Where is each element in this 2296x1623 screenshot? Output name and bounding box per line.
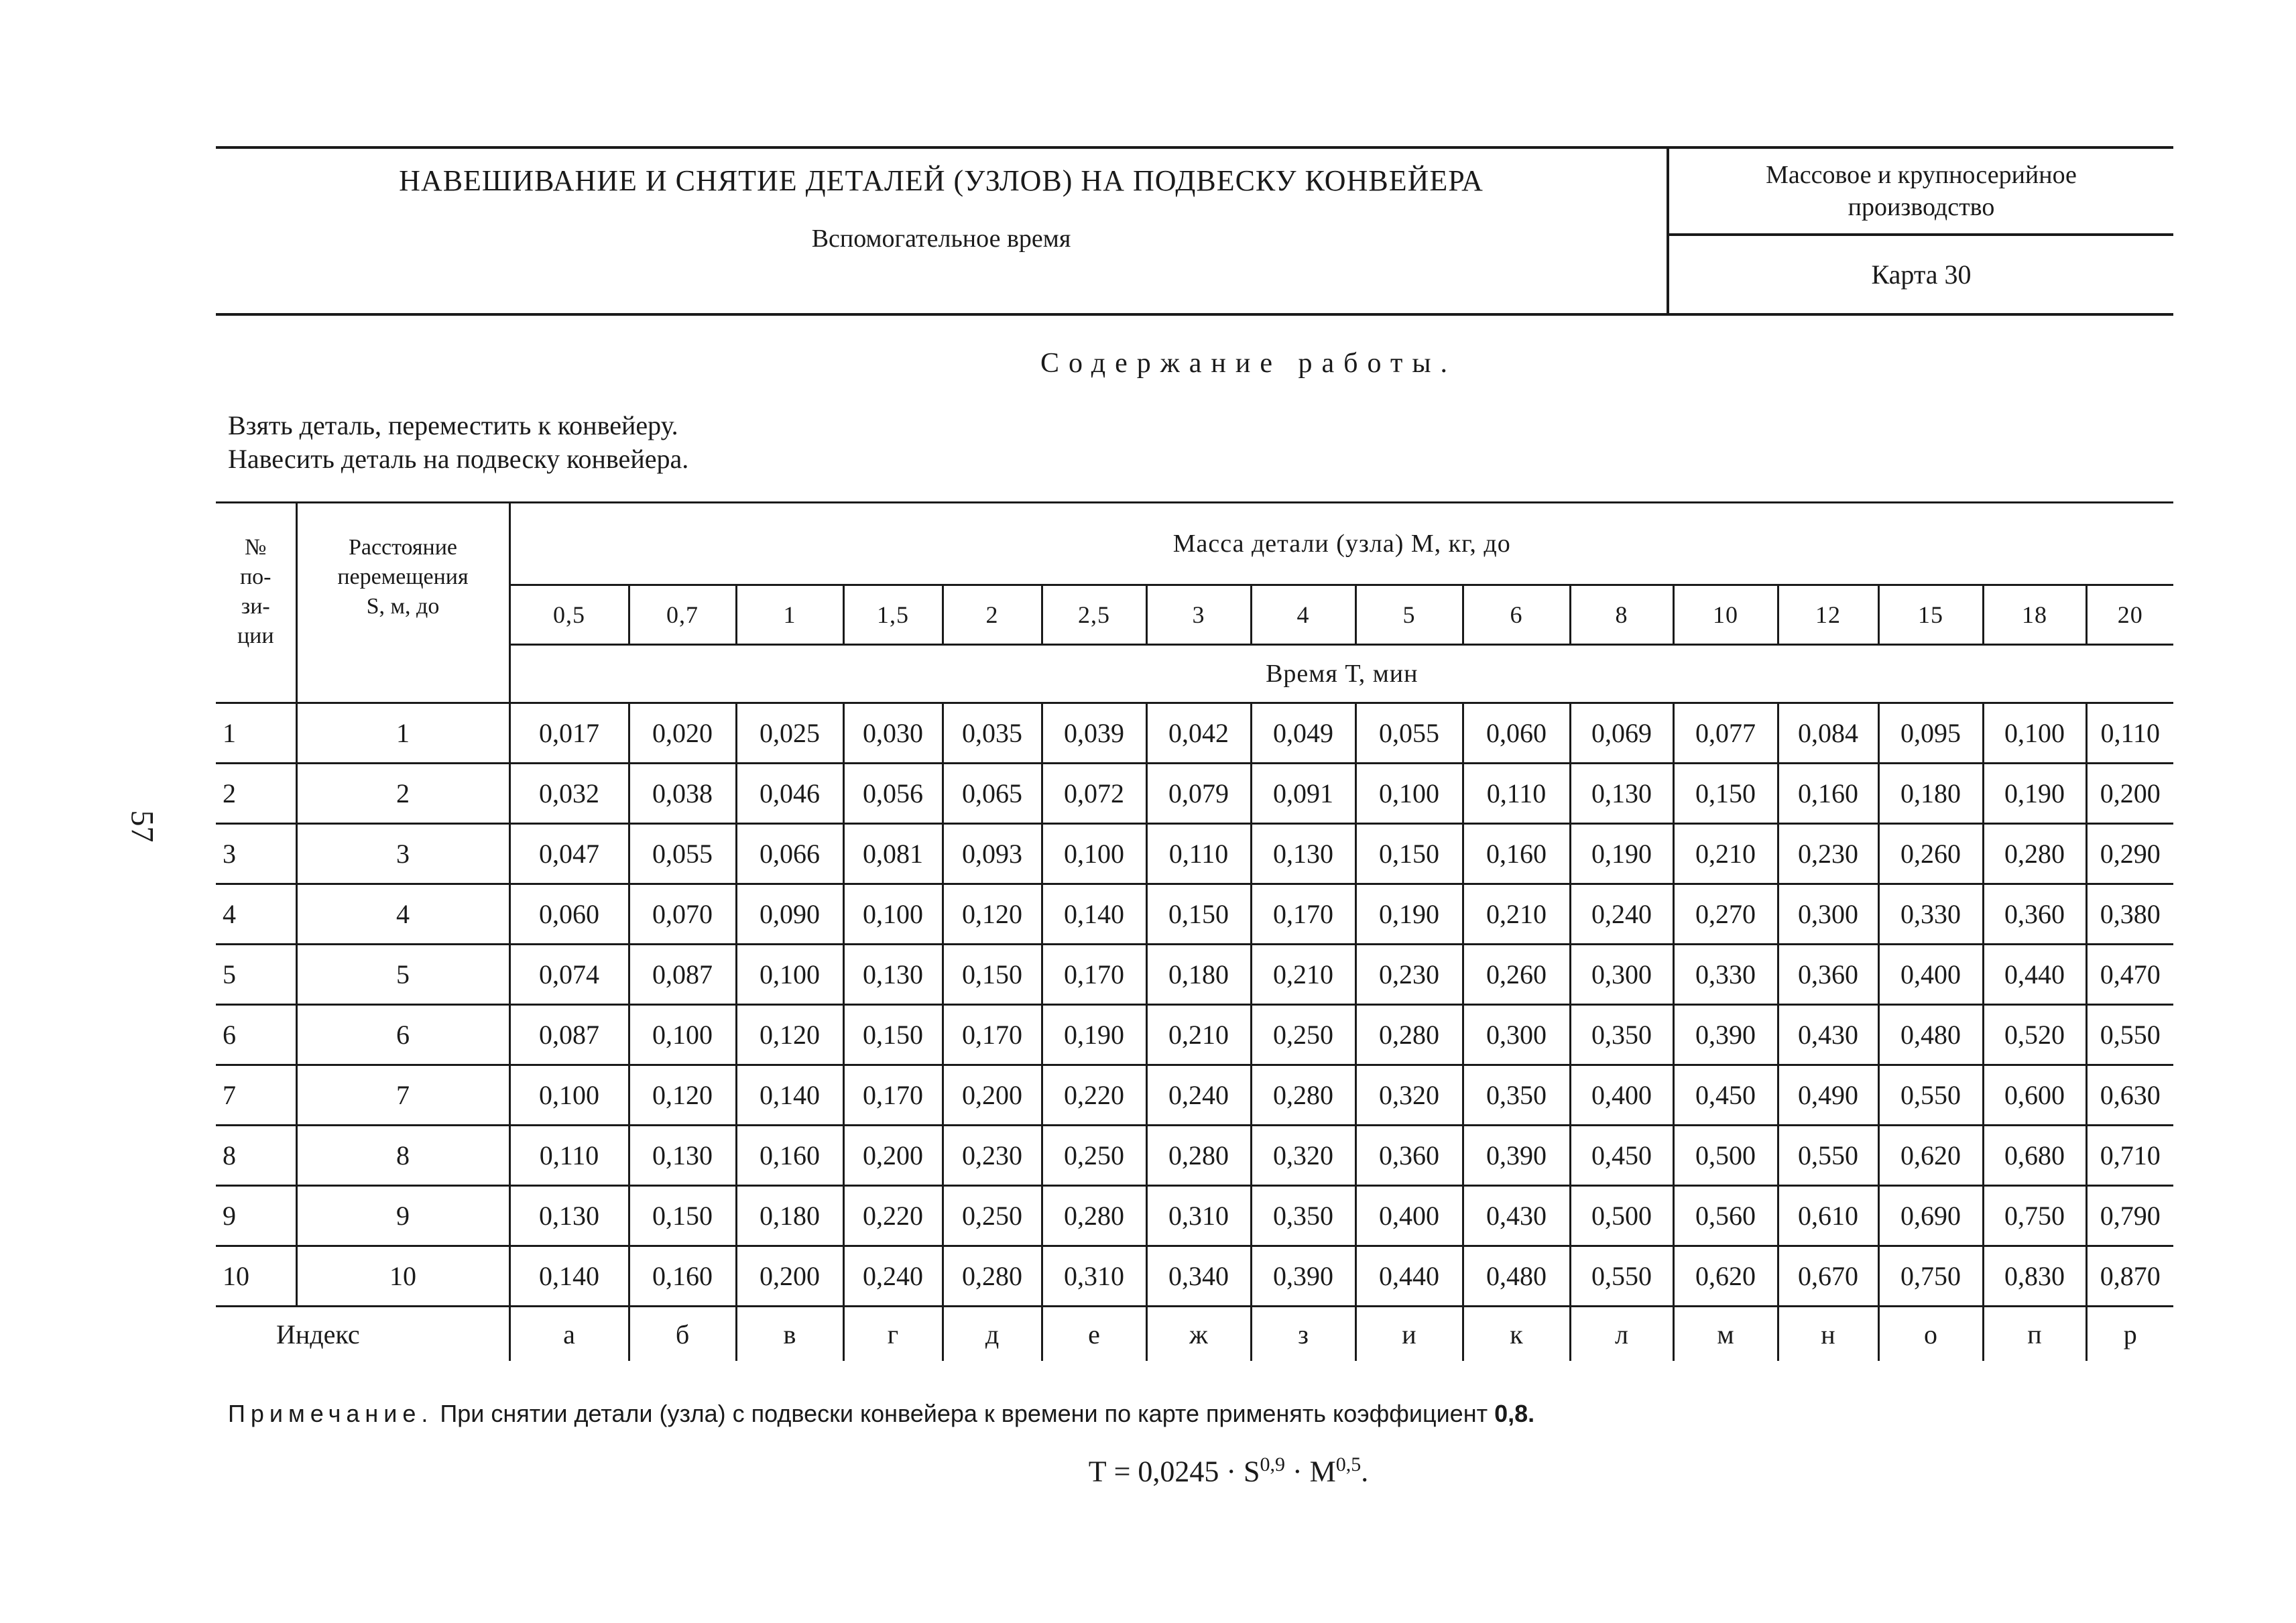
time-cell: 0,320 [1355,1065,1463,1126]
position-cell: 6 [216,1005,296,1065]
time-cell: 0,160 [1463,824,1570,884]
time-cell: 0,049 [1251,703,1355,764]
header-title-block [216,149,1669,313]
time-cell: 0,055 [1355,703,1463,764]
time-cell: 0,430 [1463,1186,1570,1246]
time-cell: 0,230 [943,1126,1042,1186]
time-cell: 0,120 [943,884,1042,945]
time-cell: 0,300 [1570,945,1673,1005]
index-cell: и [1355,1307,1463,1362]
time-cell: 0,100 [1042,824,1146,884]
time-cell: 0,290 [2086,824,2173,884]
position-cell: 8 [216,1126,296,1186]
page-number: 57 [124,810,160,843]
time-cell: 0,210 [1251,945,1355,1005]
index-cell: н [1778,1307,1878,1362]
work-line: Взять деталь, переместить к конвейеру. [228,410,678,440]
mass-header: Масса детали (узла) М, кг, до [509,503,2173,585]
time-cell: 0,550 [1778,1126,1878,1186]
index-cell: л [1570,1307,1673,1362]
time-cell: 0,240 [1570,884,1673,945]
time-cell: 0,130 [1570,764,1673,824]
time-cell: 0,066 [736,824,843,884]
time-cell: 0,280 [943,1246,1042,1307]
time-cell: 0,130 [509,1186,629,1246]
time-cell: 0,032 [509,764,629,824]
index-label: Индекс [216,1307,509,1362]
time-cell: 0,750 [1878,1246,1983,1307]
time-cell: 0,550 [2086,1005,2173,1065]
time-cell: 0,630 [2086,1065,2173,1126]
time-cell: 0,360 [1355,1126,1463,1186]
mass-column-header: 6 [1463,585,1570,645]
mass-column-header: 20 [2086,585,2173,645]
time-cell: 0,490 [1778,1065,1878,1126]
time-cell: 0,190 [1042,1005,1146,1065]
time-cell: 0,110 [1146,824,1251,884]
position-cell: 4 [216,884,296,945]
time-cell: 0,020 [629,703,736,764]
time-cell: 0,150 [943,945,1042,1005]
time-cell: 0,200 [736,1246,843,1307]
time-cell: 0,280 [1251,1065,1355,1126]
table-row [216,703,2173,764]
time-cell: 0,340 [1146,1246,1251,1307]
distance-cell: 10 [296,1246,509,1307]
distance-header-line: S, м, до [366,594,440,619]
time-cell: 0,170 [943,1005,1042,1065]
time-cell: 0,072 [1042,764,1146,824]
time-cell: 0,180 [1146,945,1251,1005]
time-cell: 0,550 [1570,1246,1673,1307]
time-cell: 0,074 [509,945,629,1005]
time-cell: 0,550 [1878,1065,1983,1126]
distance-cell: 7 [296,1065,509,1126]
time-cell: 0,240 [1146,1065,1251,1126]
time-cell: 0,470 [2086,945,2173,1005]
index-cell: п [1983,1307,2086,1362]
time-cell: 0,400 [1878,945,1983,1005]
time-cell: 0,360 [1983,884,2086,945]
time-cell: 0,230 [1778,824,1878,884]
time-cell: 0,220 [843,1186,943,1246]
table-row [216,1005,2173,1065]
index-cell: ж [1146,1307,1251,1362]
time-cell: 0,390 [1463,1126,1570,1186]
time-norms-table [216,501,2173,1361]
time-cell: 0,250 [1042,1126,1146,1186]
time-cell: 0,620 [1673,1246,1778,1307]
time-cell: 0,210 [1146,1005,1251,1065]
position-cell: 3 [216,824,296,884]
time-cell: 0,680 [1983,1126,2086,1186]
mass-column-header: 0,7 [629,585,736,645]
time-cell: 0,280 [1983,824,2086,884]
distance-cell: 8 [296,1126,509,1186]
mass-column-header: 1,5 [843,585,943,645]
time-cell: 0,330 [1673,945,1778,1005]
table-row [216,1186,2173,1246]
time-cell: 0,120 [736,1005,843,1065]
time-cell: 0,087 [629,945,736,1005]
mass-column-header: 0,5 [509,585,629,645]
card-title: НАВЕШИВАНИЕ И СНЯТИЕ ДЕТАЛЕЙ (УЗЛОВ) НА ПОДВЕСКУ КОНВЕЙЕРА [399,164,1484,197]
time-cell: 0,130 [629,1126,736,1186]
table-row [216,824,2173,884]
table-row [216,1246,2173,1307]
table-row [216,764,2173,824]
time-cell: 0,190 [1570,824,1673,884]
time-cell: 0,450 [1570,1126,1673,1186]
formula-middle: · М [1285,1455,1336,1488]
table-row [216,1126,2173,1186]
time-cell: 0,017 [509,703,629,764]
formula-suffix: . [1361,1455,1369,1488]
time-cell: 0,150 [1146,884,1251,945]
header-meta-block [1669,149,2173,313]
time-cell: 0,320 [1251,1126,1355,1186]
position-header [216,503,296,703]
time-cell: 0,200 [843,1126,943,1186]
position-cell: 7 [216,1065,296,1126]
time-cell: 0,440 [1355,1246,1463,1307]
time-cell: 0,038 [629,764,736,824]
time-cell: 0,380 [2086,884,2173,945]
time-cell: 0,300 [1778,884,1878,945]
time-cell: 0,430 [1778,1005,1878,1065]
index-cell: к [1463,1307,1570,1362]
mass-column-header: 10 [1673,585,1778,645]
time-cell: 0,270 [1673,884,1778,945]
time-cell: 0,100 [736,945,843,1005]
time-cell: 0,750 [1983,1186,2086,1246]
time-cell: 0,260 [1463,945,1570,1005]
time-cell: 0,140 [736,1065,843,1126]
time-cell: 0,500 [1673,1126,1778,1186]
time-cell: 0,069 [1570,703,1673,764]
time-cell: 0,025 [736,703,843,764]
index-cell: г [843,1307,943,1362]
time-cell: 0,400 [1355,1186,1463,1246]
time-cell: 0,150 [1355,824,1463,884]
index-cell: р [2086,1307,2173,1362]
time-cell: 0,180 [1878,764,1983,824]
work-content-lines [228,409,688,476]
time-cell: 0,130 [1251,824,1355,884]
time-cell: 0,087 [509,1005,629,1065]
time-cell: 0,480 [1878,1005,1983,1065]
time-cell: 0,065 [943,764,1042,824]
time-cell: 0,300 [1463,1005,1570,1065]
formula-prefix: Т = 0,0245 · S [1088,1455,1260,1488]
position-cell: 2 [216,764,296,824]
distance-cell: 1 [296,703,509,764]
time-cell: 0,190 [1355,884,1463,945]
time-cell: 0,047 [509,824,629,884]
time-cell: 0,450 [1673,1065,1778,1126]
time-cell: 0,160 [736,1126,843,1186]
mass-column-header: 5 [1355,585,1463,645]
time-cell: 0,079 [1146,764,1251,824]
time-cell: 0,350 [1251,1186,1355,1246]
note [228,1400,1534,1428]
card-number: Карта 30 [1871,259,1972,290]
time-cell: 0,600 [1983,1065,2086,1126]
distance-cell: 3 [296,824,509,884]
time-cell: 0,100 [629,1005,736,1065]
time-cell: 0,200 [2086,764,2173,824]
position-cell: 9 [216,1186,296,1246]
position-header-line: зи- [241,594,270,619]
time-cell: 0,090 [736,884,843,945]
time-cell: 0,250 [1251,1005,1355,1065]
mass-column-header: 4 [1251,585,1355,645]
time-formula [0,1453,2296,1489]
index-cell: в [736,1307,843,1362]
mass-column-header: 15 [1878,585,1983,645]
distance-header [296,503,509,703]
time-cell: 0,710 [2086,1126,2173,1186]
time-cell: 0,110 [2086,703,2173,764]
time-cell: 0,100 [843,884,943,945]
mass-column-header: 3 [1146,585,1251,645]
work-content-heading: Содержание работы. [1040,348,1457,379]
time-cell: 0,100 [1355,764,1463,824]
index-cell: д [943,1307,1042,1362]
time-cell: 0,220 [1042,1065,1146,1126]
time-cell: 0,400 [1570,1065,1673,1126]
time-cell: 0,180 [736,1186,843,1246]
time-cell: 0,870 [2086,1246,2173,1307]
position-header-line: ции [237,623,274,648]
time-header: Время Т, мин [509,645,2173,703]
time-cell: 0,095 [1878,703,1983,764]
time-cell: 0,030 [843,703,943,764]
time-cell: 0,160 [629,1246,736,1307]
time-cell: 0,091 [1251,764,1355,824]
time-cell: 0,670 [1778,1246,1878,1307]
time-cell: 0,390 [1673,1005,1778,1065]
time-cell: 0,055 [629,824,736,884]
time-cell: 0,310 [1146,1186,1251,1246]
time-cell: 0,240 [843,1246,943,1307]
table-row [216,1065,2173,1126]
time-cell: 0,390 [1251,1246,1355,1307]
distance-cell: 6 [296,1005,509,1065]
time-cell: 0,150 [843,1005,943,1065]
time-cell: 0,150 [1673,764,1778,824]
time-cell: 0,130 [843,945,943,1005]
index-cell: е [1042,1307,1146,1362]
position-header-line: по- [239,564,271,589]
time-cell: 0,060 [509,884,629,945]
time-cell: 0,046 [736,764,843,824]
index-cell: з [1251,1307,1355,1362]
time-cell: 0,500 [1570,1186,1673,1246]
mass-column-header: 2 [943,585,1042,645]
distance-cell: 2 [296,764,509,824]
time-cell: 0,560 [1673,1186,1778,1246]
time-cell: 0,690 [1878,1186,1983,1246]
time-cell: 0,042 [1146,703,1251,764]
note-coefficient: 0,8. [1494,1400,1535,1427]
index-cell: о [1878,1307,1983,1362]
work-line: Навесить деталь на подвеску конвейера. [228,444,689,474]
index-cell: м [1673,1307,1778,1362]
mass-column-header: 18 [1983,585,2086,645]
time-cell: 0,280 [1355,1005,1463,1065]
distance-cell: 4 [296,884,509,945]
time-cell: 0,060 [1463,703,1570,764]
note-label: Примечание. [228,1400,434,1427]
time-cell: 0,084 [1778,703,1878,764]
time-cell: 0,790 [2086,1186,2173,1246]
time-cell: 0,360 [1778,945,1878,1005]
time-cell: 0,035 [943,703,1042,764]
time-cell: 0,160 [1778,764,1878,824]
card-header [216,146,2173,316]
time-cell: 0,081 [843,824,943,884]
time-cell: 0,070 [629,884,736,945]
position-cell: 5 [216,945,296,1005]
time-cell: 0,200 [943,1065,1042,1126]
index-row [216,1307,2173,1362]
time-cell: 0,620 [1878,1126,1983,1186]
time-cell: 0,250 [943,1186,1042,1246]
distance-header-line: Расстояние [348,535,458,560]
table-row [216,884,2173,945]
formula-s-exponent: 0,9 [1260,1453,1286,1476]
mass-column-header: 1 [736,585,843,645]
mass-column-header: 2,5 [1042,585,1146,645]
index-cell: а [509,1307,629,1362]
time-cell: 0,190 [1983,764,2086,824]
time-cell: 0,093 [943,824,1042,884]
time-cell: 0,350 [1463,1065,1570,1126]
time-cell: 0,310 [1042,1246,1146,1307]
time-cell: 0,140 [1042,884,1146,945]
time-cell: 0,110 [509,1126,629,1186]
distance-cell: 5 [296,945,509,1005]
time-cell: 0,830 [1983,1246,2086,1307]
mass-column-header: 12 [1778,585,1878,645]
time-cell: 0,350 [1570,1005,1673,1065]
time-cell: 0,280 [1042,1186,1146,1246]
distance-header-line: перемещения [337,564,469,589]
distance-cell: 9 [296,1186,509,1246]
table-row [216,945,2173,1005]
index-cell: б [629,1307,736,1362]
time-cell: 0,140 [509,1246,629,1307]
time-cell: 0,120 [629,1065,736,1126]
time-cell: 0,210 [1673,824,1778,884]
time-cell: 0,170 [1042,945,1146,1005]
mass-column-header: 8 [1570,585,1673,645]
note-text: При снятии детали (узла) с подвески конвейера к времени по карте применять коэффициент [433,1400,1495,1427]
time-cell: 0,077 [1673,703,1778,764]
time-cell: 0,480 [1463,1246,1570,1307]
time-cell: 0,330 [1878,884,1983,945]
production-type: Массовое и крупносерийное производство [1669,149,2173,236]
position-header-line: № [245,535,267,560]
time-cell: 0,056 [843,764,943,824]
time-cell: 0,039 [1042,703,1146,764]
time-cell: 0,210 [1463,884,1570,945]
time-cell: 0,230 [1355,945,1463,1005]
time-cell: 0,260 [1878,824,1983,884]
formula-m-exponent: 0,5 [1335,1453,1362,1476]
time-cell: 0,610 [1778,1186,1878,1246]
time-cell: 0,150 [629,1186,736,1246]
time-cell: 0,170 [843,1065,943,1126]
card-subtitle: Вспомогательное время [811,225,1071,253]
time-cell: 0,520 [1983,1005,2086,1065]
time-cell: 0,280 [1146,1126,1251,1186]
time-cell: 0,100 [509,1065,629,1126]
time-cell: 0,440 [1983,945,2086,1005]
time-cell: 0,110 [1463,764,1570,824]
time-cell: 0,100 [1983,703,2086,764]
time-cell: 0,170 [1251,884,1355,945]
position-cell: 10 [216,1246,296,1307]
position-cell: 1 [216,703,296,764]
